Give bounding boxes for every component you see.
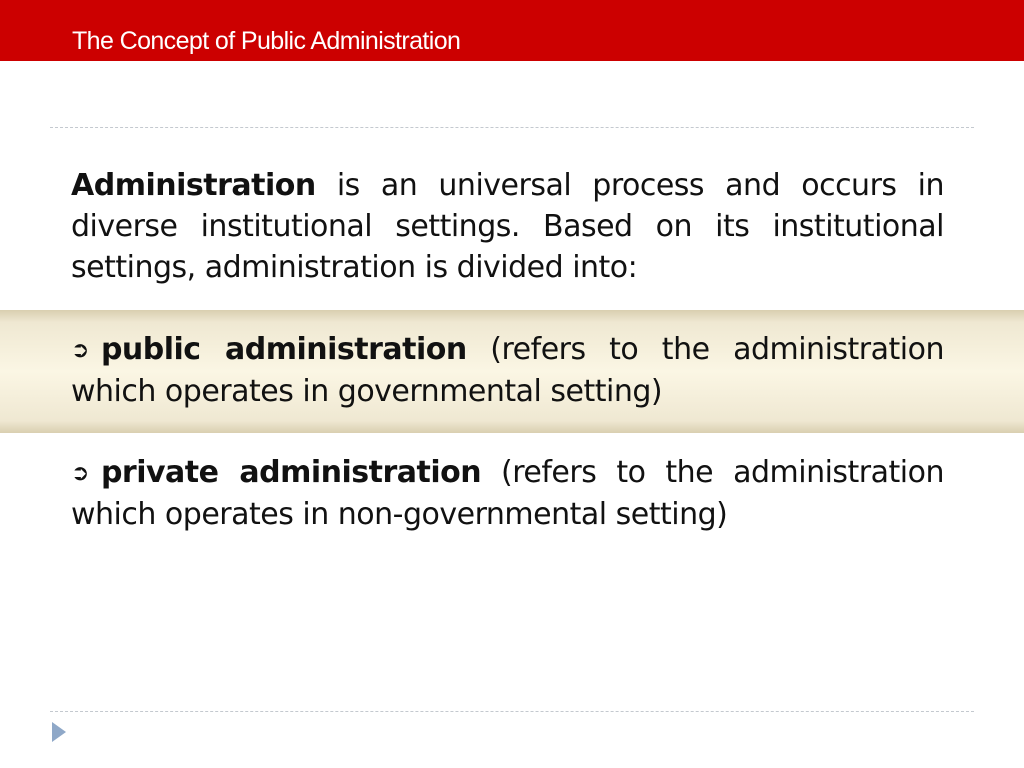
intro-term: Administration [71, 168, 316, 203]
intro-paragraph [71, 165, 944, 288]
slide-title: The Concept of Public Administration [72, 27, 461, 55]
item-term: public administration [100, 332, 467, 367]
item-text: (refers to the administration which operates in non-governmental setting) [71, 455, 944, 532]
item-text: (refers to the administration which operates in governmental setting) [71, 332, 944, 409]
top-divider [50, 127, 974, 128]
item-term: private administration [100, 455, 482, 490]
list-item-private-administration [71, 452, 944, 535]
bottom-divider [50, 711, 974, 712]
list-item-public-administration [71, 329, 944, 412]
play-triangle-icon[interactable] [52, 722, 66, 742]
arrow-right-icon: ➲ [71, 461, 89, 486]
arrow-right-icon: ➲ [71, 338, 89, 363]
header-bar [0, 0, 1024, 61]
intro-text: is an universal process and occurs in diverse institutional settings. Based on its institutional settings, administration is divided into: [71, 168, 944, 285]
